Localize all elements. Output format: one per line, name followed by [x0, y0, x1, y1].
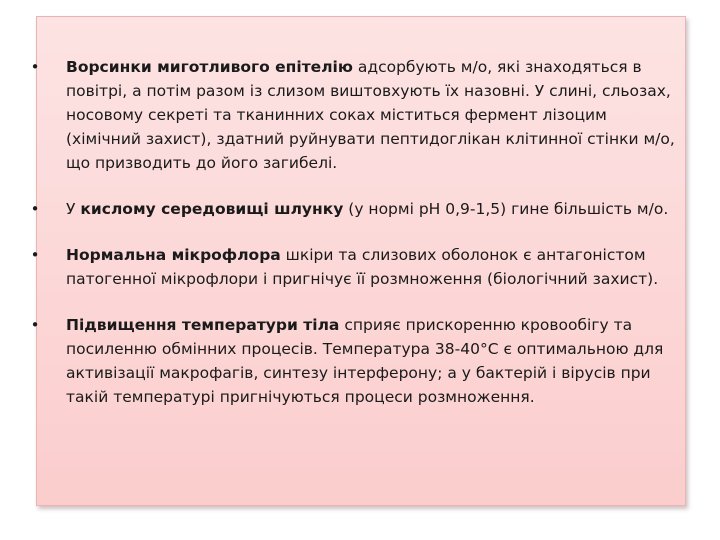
- bullet-body: адсорбують м/о, які знаходяться в повітрі, а потім разом із слизом виштовхують їх назовні. У слині, сльозах, носовому секреті та тканинних соках міститься фермент лізоцим (хімічний захист), здатний руйнувати пептидоглікан клітинної стінки м/о, що призводить до його загибелі.: [66, 58, 675, 172]
- bullet-item-2: [30, 197, 687, 221]
- bullet-bold-term: Підвищення температури тіла: [66, 316, 340, 334]
- bullet-item-3: [30, 243, 687, 291]
- bullet-body: сприяє прискоренню кровообігу та посиленню обмінних процесів. Температура 38-40°С є оптимальною для активізації макрофагів, синтезу інтерферону; а у бактерій і вірусів при такій температурі пригнічуються процеси розмноження.: [66, 316, 664, 406]
- bullet-item-4: [30, 313, 687, 409]
- bullet-text: [66, 316, 663, 406]
- bullet-prefix: У: [66, 200, 81, 218]
- bullet-body: шкіри та слизових оболонок є антагоністом патогенної мікрофлори і пригнічує її розмноження (біологічний захист).: [66, 246, 659, 288]
- bullet-body: (у нормі рН 0,9-1,5) гине більшість м/о.: [343, 200, 669, 218]
- bullet-dot: •: [30, 316, 40, 334]
- bullet-list: [30, 55, 687, 409]
- bullet-dot: •: [30, 58, 40, 76]
- bullet-dot: •: [30, 246, 40, 264]
- bullet-bold-term: кислому середовищі шлунку: [80, 200, 344, 218]
- bullet-text: [66, 200, 668, 218]
- content-box: [30, 16, 686, 506]
- bullet-dot: •: [30, 200, 40, 218]
- bullet-bold-term: Нормальна мікрофлора: [66, 246, 281, 264]
- bullet-text: [66, 58, 675, 172]
- bullet-text: [66, 246, 658, 288]
- bullet-bold-term: Ворсинки миготливого епітелію: [66, 58, 353, 76]
- bullet-item-1: [30, 55, 687, 175]
